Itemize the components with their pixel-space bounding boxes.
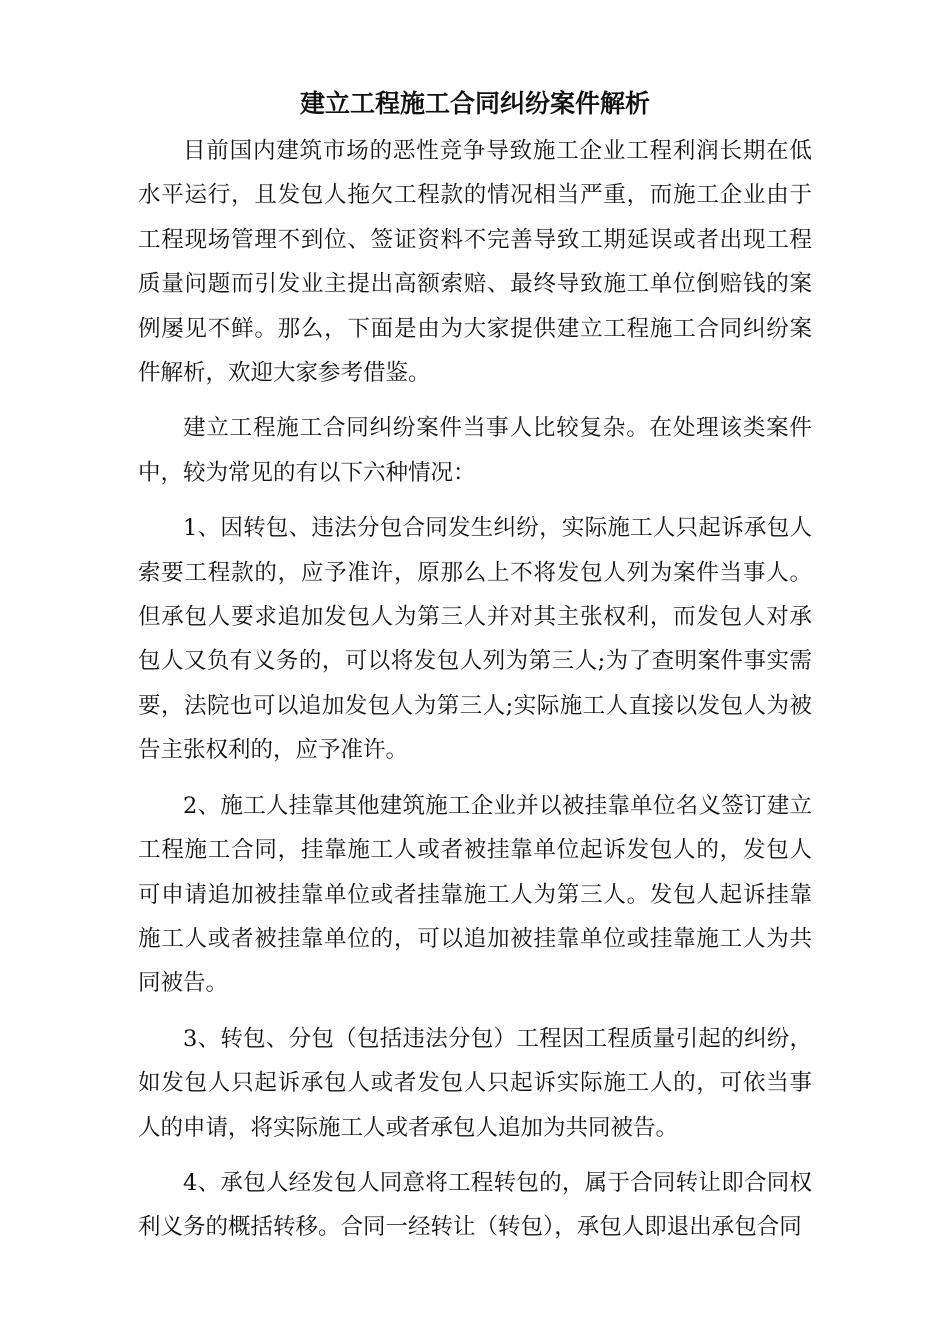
document-body bbox=[138, 129, 812, 1261]
paragraph-overview: 建立工程施工合同纠纷案件当事人比较复杂。在处理该类案件中，较为常见的有以下六种情况： bbox=[138, 415, 812, 486]
document-title: 建立工程施工合同纠纷案件解析 bbox=[299, 89, 650, 118]
paragraph-item-3: 3、转包、分包（包括违法分包）工程因工程质量引起的纠纷，如发包人只起诉承包人或者发包人只起诉实际施工人的，可依当事人的申请，将实际施工人或者承包人追加为共同被告。 bbox=[138, 1025, 812, 1141]
paragraph-item-2: 2、施工人挂靠其他建筑施工企业并以被挂靠单位名义签订建立工程施工合同，挂靠施工人或者被挂靠单位起诉发包人的，发包人可申请追加被挂靠单位或者挂靠施工人为第三人。发包人起诉挂靠施工人或者被挂靠单位的，可以追加被挂靠单位或挂靠施工人为共同被告。 bbox=[138, 792, 812, 997]
paragraph-item-1: 1、因转包、违法分包合同发生纠纷，实际施工人只起诉承包人索要工程款的，应予准许，原那么上不将发包人列为案件当事人。但承包人要求追加发包人为第三人并对其主张权利，而发包人对承包人又负有义务的，可以将发包人列为第三人;为了查明案件事实需要，法院也可以追加发包人为第三人;实际施工人直接以发包人为被告主张权利的，应予准许。 bbox=[138, 515, 812, 764]
paragraph-intro: 目前国内建筑市场的恶性竞争导致施工企业工程利润长期在低水平运行，且发包人拖欠工程款的情况相当严重，而施工企业由于工程现场管理不到位、签证资料不完善导致工期延误或者出现工程质量问题而引发业主提出高额索赔、最终导致施工单位倒赔钱的案例屡见不鲜。那么，下面是由为大家提供建立工程施工合同纠纷案件解析，欢迎大家参考借鉴。 bbox=[138, 138, 812, 387]
paragraph-item-4: 4、承包人经发包人同意将工程转包的，属于合同转让即合同权利义务的概括转移。合同一经转让（转包），承包人即退出承包合同 bbox=[138, 1169, 812, 1241]
